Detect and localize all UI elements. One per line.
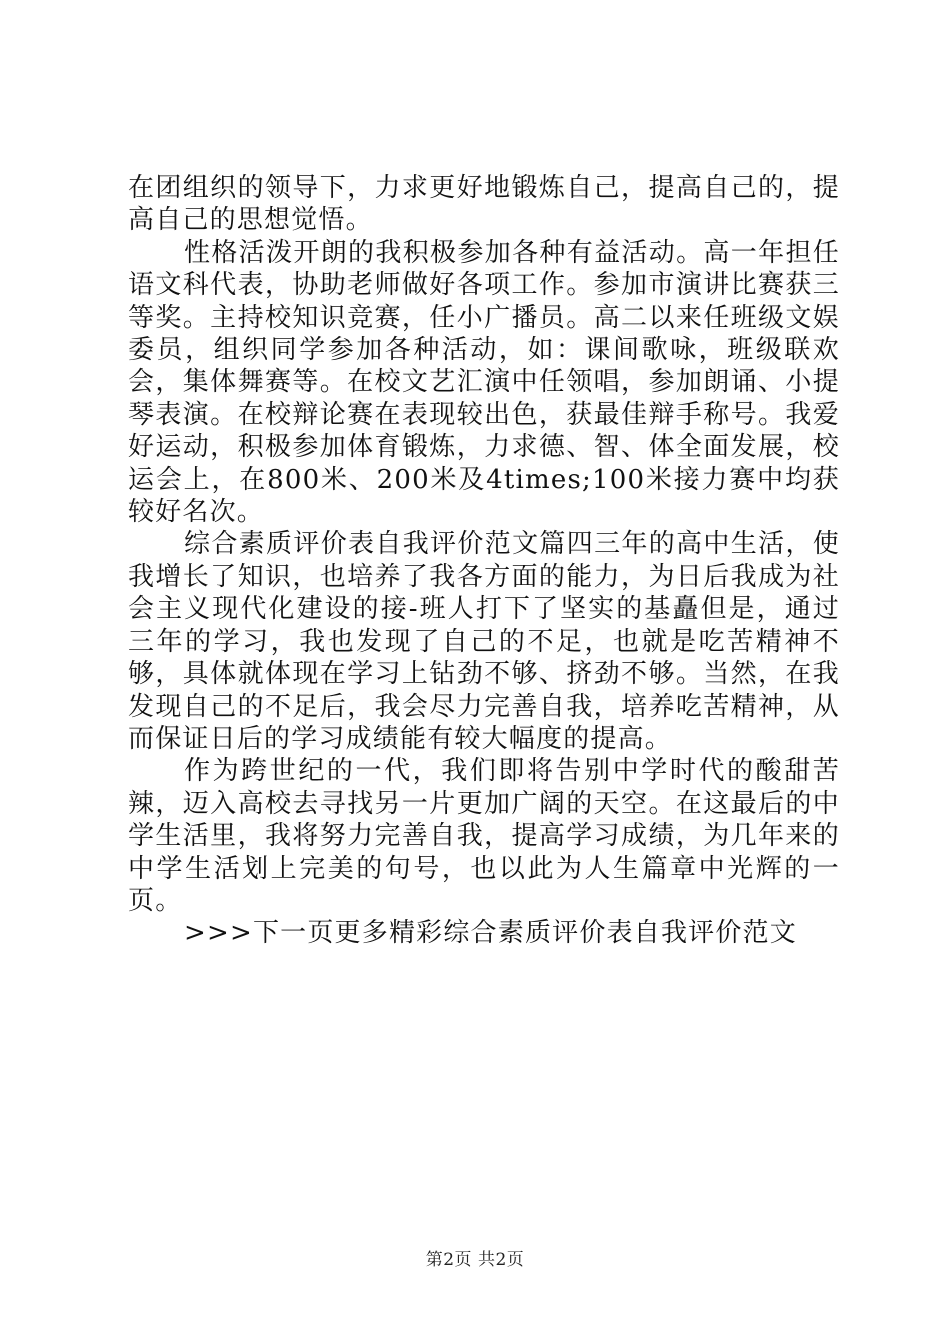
paragraph-2: 性格活泼开朗的我积极参加各种有益活动。高一年担任语文科代表，协助老师做好各项工作。参加市演讲比赛获三等奖。主持校知识竞赛，任小广播员。高二以来任班级文娱委员，组织同学参加各种活动，如：课间歌咏，班级联欢会，集体舞赛等。在校文艺汇演中任领唱，参加朗诵、小提琴表演。在校辩论赛在表现较出色，获最佳辩手称号。我爱好运动，积极参加体育锻炼，力求德、智、体全面发展，校运会上，在800米、200米及4times;100米接力赛中均获较好名次。 (128, 237, 840, 528)
next-page-link-text: >>>下一页更多精彩综合素质评价表自我评价范文 (184, 918, 797, 949)
paragraph-4: 作为跨世纪的一代，我们即将告别中学时代的酸甜苦辣，迈入高校去寻找另一片更加广阔的天空。在这最后的中学生活里，我将努力完善自我，提高学习成绩，为几年来的中学生活划上完美的句号，也以此为人生篇章中光辉的一页。 (128, 756, 840, 916)
paragraph-3: 综合素质评价表自我评价范文篇四三年的高中生活，使我增长了知识，也培养了我各方面的能力，为日后我成为社会主义现代化建设的接-班人打下了坚实的基矗但是，通过三年的学习，我也发现了自己的不足，也就是吃苦精神不够，具体就体现在学习上钻劲不够、挤劲不够。当然，在我发现自己的不足后，我会尽力完善自我，培养吃苦精神，从而保证日后的学习成绩能有较大幅度的提高。 (128, 529, 840, 754)
page-footer: 第2页 共2页 (425, 1250, 525, 1270)
document-body (128, 172, 840, 950)
paragraph-1: 在团组织的领导下，力求更好地锻炼自己，提高自己的，提高自己的思想觉悟。 (128, 173, 840, 236)
